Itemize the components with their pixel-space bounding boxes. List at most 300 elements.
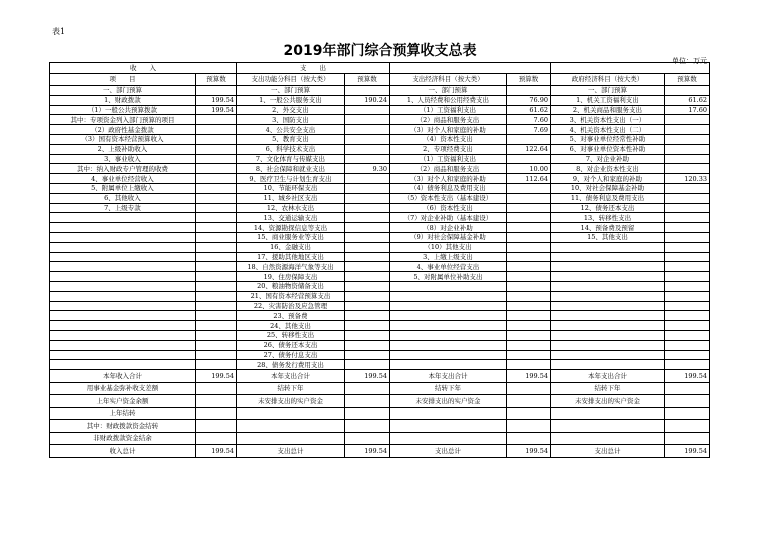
- budget-value-cell: [345, 350, 390, 360]
- item-label-cell: 4、公共安全支出: [237, 125, 345, 135]
- budget-value-cell: [345, 134, 390, 144]
- item-label-cell: 未安排支出的实户资金: [390, 395, 507, 408]
- budget-value-cell: 190.24: [345, 95, 390, 105]
- budget-value-cell: [665, 164, 710, 174]
- budget-value-cell: [345, 144, 390, 154]
- budget-value-cell: [507, 330, 551, 340]
- item-label-cell: 2、外交支出: [237, 105, 345, 115]
- item-label-cell: [390, 340, 507, 350]
- item-label-cell: 用事业基金弥补收支差额: [50, 382, 196, 395]
- item-label-cell: 9、对个人和家庭的补助: [551, 174, 665, 184]
- table-row: [50, 340, 710, 350]
- item-label-cell: [551, 262, 665, 272]
- item-label-cell: [50, 321, 196, 331]
- budget-value-cell: [345, 242, 390, 252]
- item-label-cell: 支出总计: [237, 445, 345, 458]
- column-header: 预算数: [507, 73, 551, 86]
- table-row: [50, 311, 710, 321]
- item-label-cell: [50, 291, 196, 301]
- column-header: 政府经济科目（按大类）: [551, 73, 665, 86]
- budget-value-cell: 7.60: [507, 115, 551, 125]
- item-label-cell: 22、灾害防治及应急管理: [237, 301, 345, 311]
- budget-value-cell: 17.60: [665, 105, 710, 115]
- budget-value-cell: 199.54: [196, 445, 237, 458]
- budget-value-cell: [196, 242, 237, 252]
- item-label-cell: （10）其他支出: [390, 242, 507, 252]
- budget-value-cell: [507, 86, 551, 96]
- item-label-cell: 14、预备费及预留: [551, 223, 665, 233]
- item-label-cell: （5）资本性支出（基本建设）: [390, 193, 507, 203]
- budget-value-cell: [665, 360, 710, 370]
- item-label-cell: [551, 330, 665, 340]
- item-label-cell: 12、债务还本支出: [551, 203, 665, 213]
- item-label-cell: 8、对企业资本性支出: [551, 164, 665, 174]
- table-tag: 表1: [52, 27, 66, 36]
- budget-value-cell: 76.90: [507, 95, 551, 105]
- item-label-cell: 15、其他支出: [551, 232, 665, 242]
- item-label-cell: 未安排支出的实户资金: [237, 395, 345, 408]
- column-header: 支出功能分科目（按大类）: [237, 73, 345, 86]
- budget-value-cell: [507, 134, 551, 144]
- blank-header: [390, 63, 551, 74]
- item-label-cell: [50, 262, 196, 272]
- table-row: [50, 125, 710, 135]
- budget-value-cell: [196, 262, 237, 272]
- item-label-cell: 13、交通运输支出: [237, 213, 345, 223]
- table-row: [50, 174, 710, 184]
- table-row: [50, 154, 710, 164]
- page-title: 2019年部门综合预算收支总表: [283, 43, 477, 59]
- budget-value-cell: [507, 213, 551, 223]
- table-row: [50, 203, 710, 213]
- item-label-cell: [551, 291, 665, 301]
- item-label-cell: （1）工资福利支出: [390, 154, 507, 164]
- table-row: [50, 193, 710, 203]
- budget-value-cell: 199.54: [345, 370, 390, 383]
- budget-value-cell: [345, 223, 390, 233]
- table-row: [50, 164, 710, 174]
- item-label-cell: 28、债务发行费用支出: [237, 360, 345, 370]
- item-label-cell: 收入总计: [50, 445, 196, 458]
- item-label-cell: （6）资本性支出: [390, 203, 507, 213]
- budget-value-cell: [507, 291, 551, 301]
- table-row: [50, 272, 710, 282]
- table-row: [50, 291, 710, 301]
- item-label-cell: （2）政府性基金拨款: [50, 125, 196, 135]
- item-label-cell: （1）一般公共预算拨款: [50, 105, 196, 115]
- item-label-cell: 23、预备费: [237, 311, 345, 321]
- item-label-cell: 18、自然资源海洋气象等支出: [237, 262, 345, 272]
- budget-value-cell: [345, 86, 390, 96]
- item-label-cell: 结转下年: [237, 382, 345, 395]
- budget-value-cell: 199.54: [196, 370, 237, 383]
- budget-value-cell: [665, 382, 710, 395]
- budget-value-cell: [507, 350, 551, 360]
- item-label-cell: 7、对企业补助: [551, 154, 665, 164]
- item-label-cell: 11、城乡社区支出: [237, 193, 345, 203]
- item-label-cell: [551, 281, 665, 291]
- item-label-cell: （4）债务利息及费用支出: [390, 183, 507, 193]
- item-label-cell: [50, 311, 196, 321]
- budget-value-cell: [196, 420, 237, 433]
- item-label-cell: 6、科学技术支出: [237, 144, 345, 154]
- budget-value-cell: [665, 183, 710, 193]
- summary-row: [50, 420, 710, 433]
- table-row: [50, 183, 710, 193]
- item-label-cell: [50, 213, 196, 223]
- budget-value-cell: [665, 330, 710, 340]
- item-label-cell: 其中：纳入财政专户管理的收费: [50, 164, 196, 174]
- item-label-cell: 5、教育支出: [237, 134, 345, 144]
- item-label-cell: 2、上级补助收入: [50, 144, 196, 154]
- item-label-cell: 一、部门预算: [551, 86, 665, 96]
- item-label-cell: [390, 360, 507, 370]
- budget-value-cell: [665, 125, 710, 135]
- item-label-cell: 11、债务利息及费用支出: [551, 193, 665, 203]
- item-label-cell: [551, 321, 665, 331]
- summary-row: [50, 395, 710, 408]
- item-label-cell: 2、机关商品和服务支出: [551, 105, 665, 115]
- income-header: 收 入: [50, 63, 237, 74]
- budget-value-cell: [507, 203, 551, 213]
- budget-value-cell: [196, 213, 237, 223]
- budget-value-cell: [665, 252, 710, 262]
- budget-value-cell: [196, 360, 237, 370]
- budget-value-cell: [196, 291, 237, 301]
- budget-value-cell: [507, 340, 551, 350]
- budget-value-cell: [196, 164, 237, 174]
- budget-value-cell: [507, 420, 551, 433]
- budget-value-cell: [345, 125, 390, 135]
- budget-value-cell: [507, 193, 551, 203]
- item-label-cell: [390, 407, 507, 420]
- item-label-cell: 21、国有资本经营预算支出: [237, 291, 345, 301]
- item-label-cell: 非财政拨款资金结余: [50, 432, 196, 445]
- budget-value-cell: [345, 183, 390, 193]
- budget-value-cell: [345, 301, 390, 311]
- budget-value-cell: 120.33: [665, 174, 710, 184]
- item-label-cell: 本年支出合计: [237, 370, 345, 383]
- expense-header: 支 出: [237, 63, 390, 74]
- budget-value-cell: [665, 262, 710, 272]
- column-header: 项 目: [50, 73, 196, 86]
- budget-value-cell: 112.64: [507, 174, 551, 184]
- budget-value-cell: 199.54: [665, 445, 710, 458]
- item-label-cell: 支出总计: [551, 445, 665, 458]
- item-label-cell: 1、一般公共服务支出: [237, 95, 345, 105]
- budget-value-cell: [345, 154, 390, 164]
- budget-value-cell: 199.54: [196, 105, 237, 115]
- budget-value-cell: [196, 281, 237, 291]
- budget-value-cell: [507, 321, 551, 331]
- item-label-cell: 9、医疗卫生与计划生育支出: [237, 174, 345, 184]
- budget-value-cell: [665, 213, 710, 223]
- budget-value-cell: 199.54: [665, 370, 710, 383]
- budget-value-cell: [507, 360, 551, 370]
- item-label-cell: 5、附属单位上缴收入: [50, 183, 196, 193]
- table-row: [50, 350, 710, 360]
- budget-value-cell: 122.64: [507, 144, 551, 154]
- item-label-cell: 24、其他支出: [237, 321, 345, 331]
- item-label-cell: 1、财政拨款: [50, 95, 196, 105]
- budget-value-cell: [196, 134, 237, 144]
- budget-value-cell: [196, 154, 237, 164]
- table-row: [50, 86, 710, 96]
- item-label-cell: 7、上级专款: [50, 203, 196, 213]
- table-row: [50, 252, 710, 262]
- budget-value-cell: [345, 360, 390, 370]
- table-row: [50, 144, 710, 154]
- column-header: 预算数: [196, 73, 237, 86]
- budget-value-cell: [196, 330, 237, 340]
- budget-value-cell: [345, 407, 390, 420]
- table-row: [50, 301, 710, 311]
- budget-table: [49, 62, 710, 458]
- item-label-cell: [50, 223, 196, 233]
- item-label-cell: [390, 432, 507, 445]
- table-row: [50, 232, 710, 242]
- item-label-cell: 19、住房保障支出: [237, 272, 345, 282]
- budget-value-cell: [345, 330, 390, 340]
- item-label-cell: [551, 350, 665, 360]
- budget-value-cell: [196, 86, 237, 96]
- item-label-cell: 20、粮油物资储备支出: [237, 281, 345, 291]
- item-label-cell: [551, 311, 665, 321]
- item-label-cell: 17、援助其他地区支出: [237, 252, 345, 262]
- budget-value-cell: [196, 144, 237, 154]
- item-label-cell: 15、商业服务业等支出: [237, 232, 345, 242]
- budget-value-cell: [665, 134, 710, 144]
- budget-value-cell: [507, 395, 551, 408]
- budget-value-cell: [507, 232, 551, 242]
- item-label-cell: [50, 340, 196, 350]
- item-label-cell: 1、人员经费和公用经费支出: [390, 95, 507, 105]
- budget-value-cell: [665, 272, 710, 282]
- budget-value-cell: [507, 311, 551, 321]
- item-label-cell: （3）对个人和家庭的补助: [390, 174, 507, 184]
- table-row: [50, 330, 710, 340]
- budget-value-cell: [507, 301, 551, 311]
- column-header: 预算数: [665, 73, 710, 86]
- budget-value-cell: [507, 281, 551, 291]
- budget-value-cell: [665, 86, 710, 96]
- item-label-cell: 其中：专项资金列入部门预算的项目: [50, 115, 196, 125]
- item-label-cell: [551, 301, 665, 311]
- budget-value-cell: [665, 321, 710, 331]
- budget-value-cell: [196, 382, 237, 395]
- table-row: [50, 134, 710, 144]
- budget-value-cell: [345, 174, 390, 184]
- budget-value-cell: [345, 432, 390, 445]
- item-label-cell: 本年收入合计: [50, 370, 196, 383]
- item-label-cell: [551, 242, 665, 252]
- budget-value-cell: [345, 193, 390, 203]
- table-row: [50, 223, 710, 233]
- budget-value-cell: [345, 105, 390, 115]
- budget-value-cell: [665, 154, 710, 164]
- item-label-cell: [50, 360, 196, 370]
- item-label-cell: 6、其他收入: [50, 193, 196, 203]
- budget-value-cell: [665, 407, 710, 420]
- budget-value-cell: [665, 301, 710, 311]
- budget-value-cell: [196, 232, 237, 242]
- header-row-top: [50, 63, 710, 74]
- summary-row: [50, 445, 710, 458]
- budget-value-cell: [507, 407, 551, 420]
- budget-value-cell: 199.54: [196, 95, 237, 105]
- budget-value-cell: [665, 242, 710, 252]
- item-label-cell: 16、金融支出: [237, 242, 345, 252]
- summary-row: [50, 382, 710, 395]
- budget-value-cell: [345, 340, 390, 350]
- budget-value-cell: [196, 340, 237, 350]
- item-label-cell: （3）对个人和家庭的补助: [390, 125, 507, 135]
- budget-value-cell: [196, 350, 237, 360]
- budget-value-cell: [665, 144, 710, 154]
- item-label-cell: [390, 420, 507, 433]
- budget-value-cell: [665, 281, 710, 291]
- item-label-cell: 5、对附属单位补助支出: [390, 272, 507, 282]
- table-row: [50, 262, 710, 272]
- budget-value-cell: [345, 420, 390, 433]
- budget-value-cell: [196, 193, 237, 203]
- budget-value-cell: [345, 291, 390, 301]
- budget-value-cell: [345, 272, 390, 282]
- budget-value-cell: [507, 432, 551, 445]
- budget-value-cell: [507, 223, 551, 233]
- budget-value-cell: [345, 281, 390, 291]
- budget-value-cell: 10.00: [507, 164, 551, 174]
- item-label-cell: [551, 420, 665, 433]
- budget-value-cell: [665, 193, 710, 203]
- item-label-cell: 其中：财政拨款资金结转: [50, 420, 196, 433]
- budget-value-cell: [196, 432, 237, 445]
- item-label-cell: [50, 252, 196, 262]
- item-label-cell: [50, 242, 196, 252]
- budget-value-cell: [196, 125, 237, 135]
- budget-value-cell: [196, 203, 237, 213]
- item-label-cell: 本年支出合计: [551, 370, 665, 383]
- budget-value-cell: [345, 203, 390, 213]
- budget-value-cell: 61.62: [507, 105, 551, 115]
- budget-value-cell: [665, 395, 710, 408]
- item-label-cell: 3、事业收入: [50, 154, 196, 164]
- item-label-cell: 8、社会保障和就业支出: [237, 164, 345, 174]
- item-label-cell: [390, 281, 507, 291]
- item-label-cell: [551, 272, 665, 282]
- table-row: [50, 213, 710, 223]
- item-label-cell: 结转下年: [390, 382, 507, 395]
- item-label-cell: [50, 272, 196, 282]
- budget-value-cell: [665, 432, 710, 445]
- item-label-cell: （9）对社会保障基金补助: [390, 232, 507, 242]
- item-label-cell: （8）对企业补助: [390, 223, 507, 233]
- header-row-columns: [50, 73, 710, 86]
- table-row: [50, 105, 710, 115]
- table-row: [50, 95, 710, 105]
- budget-value-cell: 199.54: [507, 445, 551, 458]
- item-label-cell: 26、债务还本支出: [237, 340, 345, 350]
- item-label-cell: [237, 420, 345, 433]
- item-label-cell: 3、机关资本性支出（一）: [551, 115, 665, 125]
- item-label-cell: 1、机关工资福利支出: [551, 95, 665, 105]
- budget-value-cell: [196, 311, 237, 321]
- table-row: [50, 242, 710, 252]
- item-label-cell: [551, 340, 665, 350]
- budget-value-cell: [196, 407, 237, 420]
- item-label-cell: [390, 350, 507, 360]
- item-label-cell: 结转下年: [551, 382, 665, 395]
- budget-value-cell: [345, 252, 390, 262]
- item-label-cell: 一、部门预算: [390, 86, 507, 96]
- item-label-cell: [390, 291, 507, 301]
- item-label-cell: [237, 432, 345, 445]
- budget-value-cell: [507, 382, 551, 395]
- item-label-cell: 上年实户资金余额: [50, 395, 196, 408]
- item-label-cell: [390, 330, 507, 340]
- budget-value-cell: [196, 252, 237, 262]
- item-label-cell: 一、部门预算: [237, 86, 345, 96]
- budget-value-cell: [196, 395, 237, 408]
- item-label-cell: （7）对企业补助（基本建设）: [390, 213, 507, 223]
- item-label-cell: 14、资源勘探信息等支出: [237, 223, 345, 233]
- item-label-cell: 27、债务付息支出: [237, 350, 345, 360]
- budget-value-cell: [345, 213, 390, 223]
- item-label-cell: （1）工资福利支出: [390, 105, 507, 115]
- item-label-cell: 10、对社会保障基金补助: [551, 183, 665, 193]
- item-label-cell: [390, 321, 507, 331]
- column-header: 支出经济科目（按大类）: [390, 73, 507, 86]
- item-label-cell: 25、转移性支出: [237, 330, 345, 340]
- budget-value-cell: [665, 115, 710, 125]
- item-label-cell: 13、转移性支出: [551, 213, 665, 223]
- item-label-cell: 3、国防支出: [237, 115, 345, 125]
- item-label-cell: （2）商品和服务支出: [390, 115, 507, 125]
- item-label-cell: [50, 232, 196, 242]
- item-label-cell: 12、农林水支出: [237, 203, 345, 213]
- item-label-cell: 一、部门预算: [50, 86, 196, 96]
- item-label-cell: [551, 252, 665, 262]
- item-label-cell: [50, 350, 196, 360]
- item-label-cell: 本年支出合计: [390, 370, 507, 383]
- budget-value-cell: [507, 272, 551, 282]
- budget-value-cell: [507, 252, 551, 262]
- budget-value-cell: 7.69: [507, 125, 551, 135]
- summary-row: [50, 370, 710, 383]
- unit-label: 单位：万元: [672, 57, 707, 65]
- item-label-cell: [50, 301, 196, 311]
- item-label-cell: 上年结转: [50, 407, 196, 420]
- item-label-cell: [390, 301, 507, 311]
- budget-value-cell: 61.62: [665, 95, 710, 105]
- budget-value-cell: [665, 203, 710, 213]
- budget-value-cell: [665, 291, 710, 301]
- budget-value-cell: [345, 311, 390, 321]
- item-label-cell: [551, 360, 665, 370]
- budget-value-cell: [196, 174, 237, 184]
- budget-value-cell: 9.30: [345, 164, 390, 174]
- item-label-cell: （4）资本性支出: [390, 134, 507, 144]
- budget-value-cell: [345, 262, 390, 272]
- budget-value-cell: [665, 340, 710, 350]
- budget-value-cell: [196, 272, 237, 282]
- table-row: [50, 115, 710, 125]
- item-label-cell: 5、对事业单位经常性补助: [551, 134, 665, 144]
- budget-value-cell: [345, 321, 390, 331]
- budget-value-cell: [345, 382, 390, 395]
- item-label-cell: 支出总计: [390, 445, 507, 458]
- budget-value-cell: [665, 311, 710, 321]
